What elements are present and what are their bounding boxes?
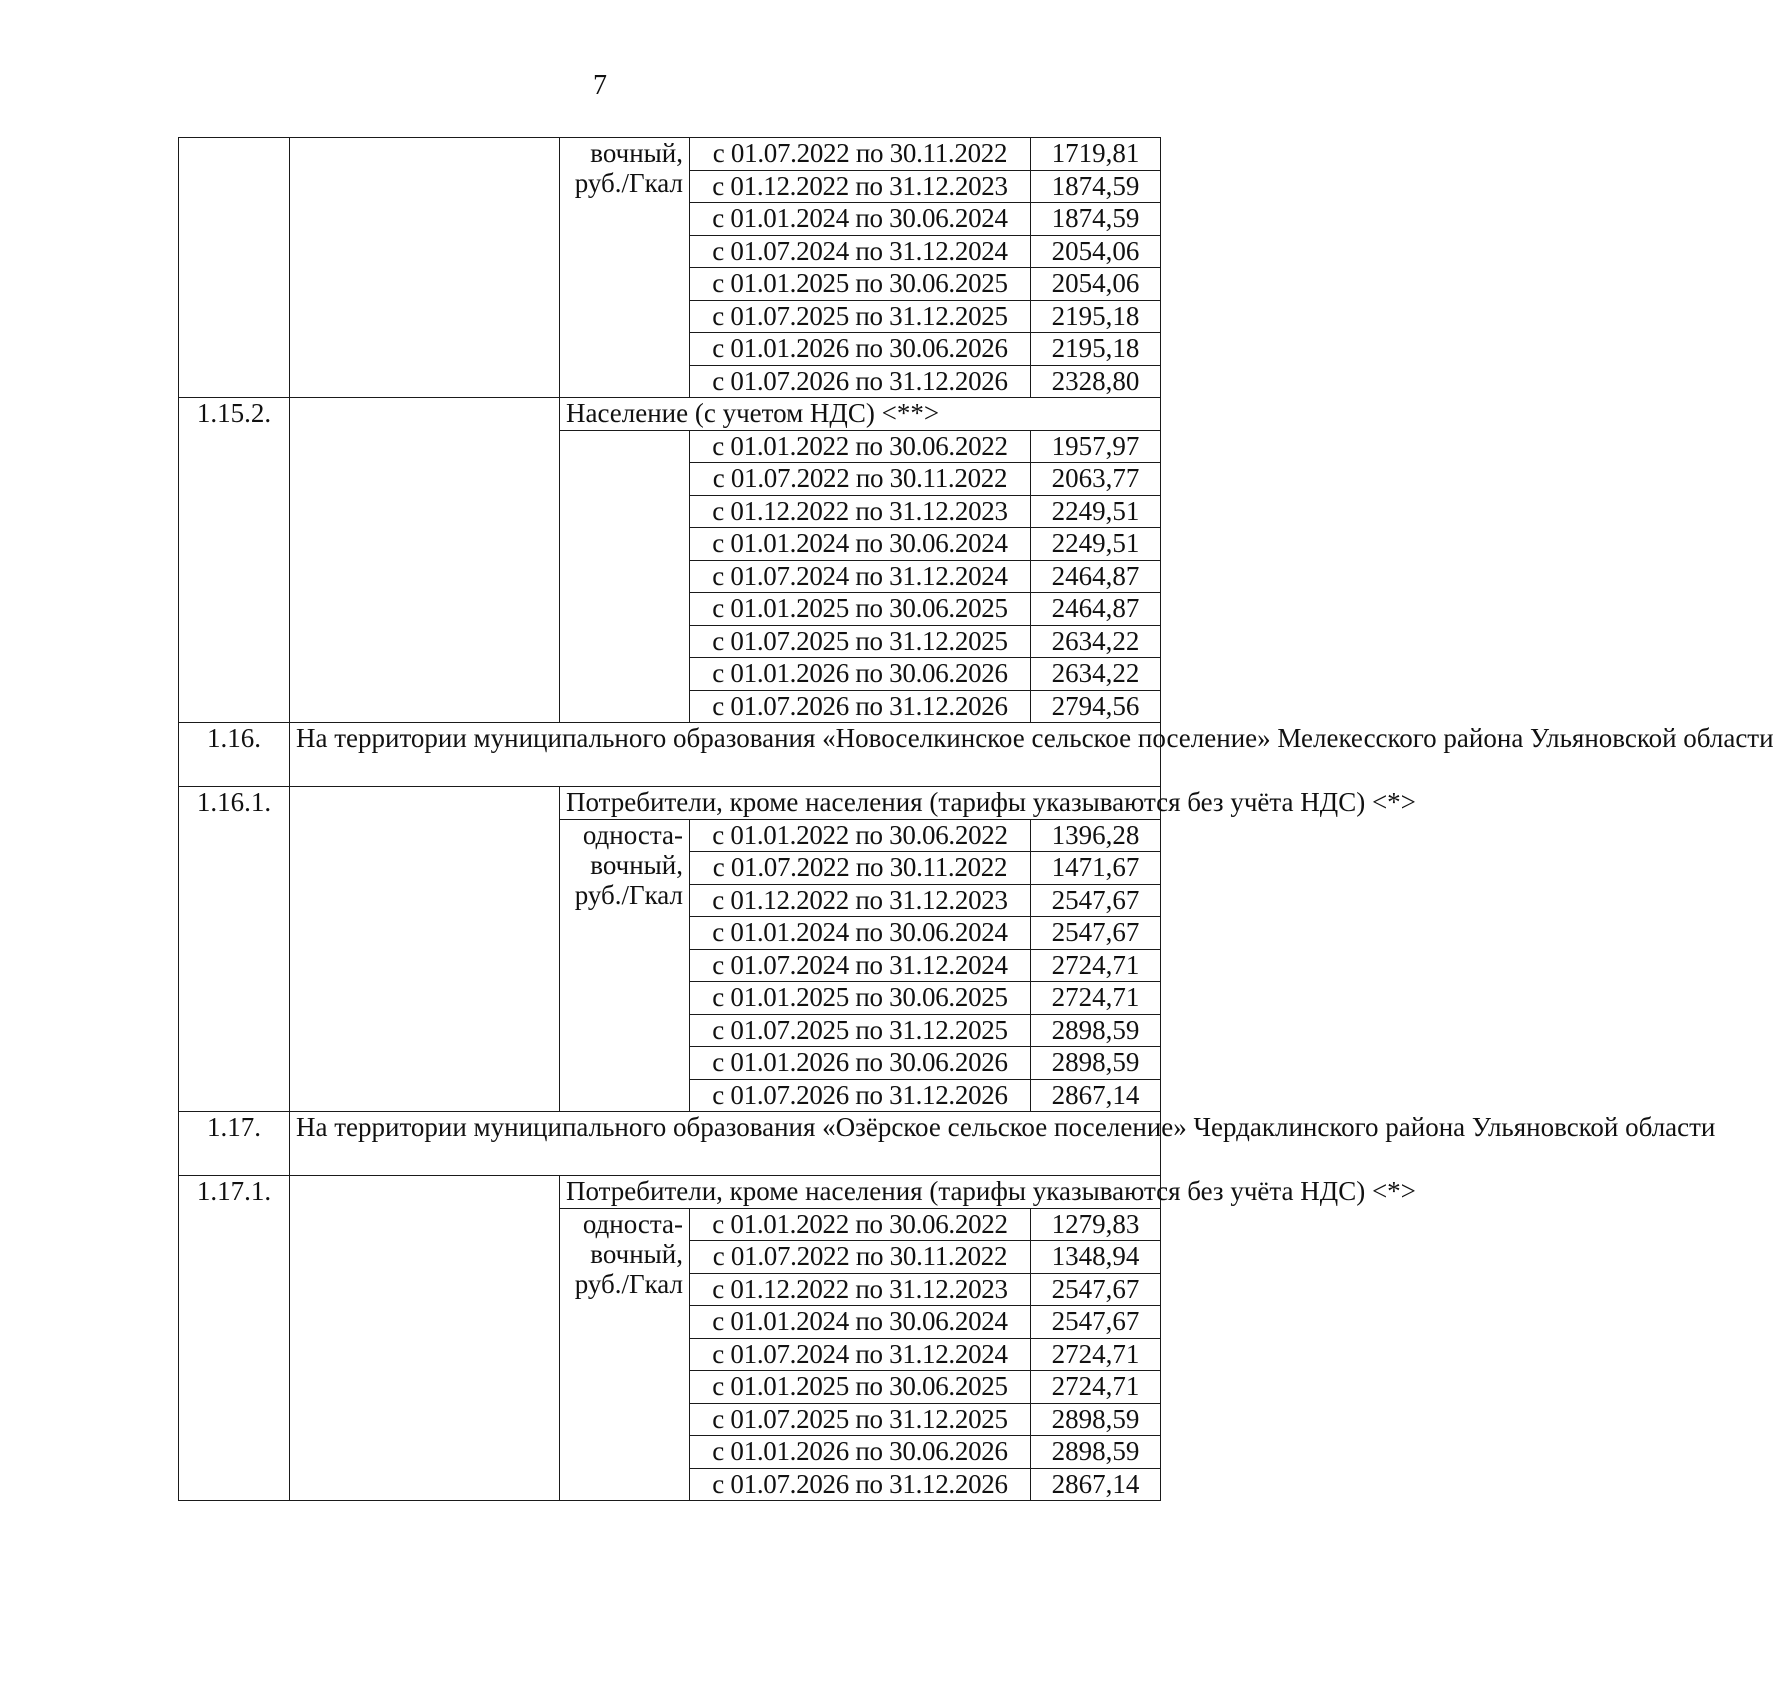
item-number: 1.15.2. bbox=[179, 398, 290, 723]
tariff-period: с 01.01.2026 по 30.06.2026 bbox=[690, 658, 1031, 691]
unit-line: односта- bbox=[582, 819, 683, 850]
tariff-price: 2547,67 bbox=[1031, 1273, 1161, 1306]
unit-cell bbox=[560, 1208, 690, 1501]
tariff-period: с 01.01.2024 по 30.06.2024 bbox=[690, 917, 1031, 950]
tariff-price: 2063,77 bbox=[1031, 463, 1161, 496]
tariff-price: 1396,28 bbox=[1031, 819, 1161, 852]
consumer-group: Население (с учетом НДС) <**> bbox=[560, 398, 1161, 431]
tariff-price: 2634,22 bbox=[1031, 658, 1161, 691]
tariff-price: 2898,59 bbox=[1031, 1436, 1161, 1469]
tariff-period: с 01.01.2024 по 30.06.2024 bbox=[690, 528, 1031, 561]
unit-line: вочный, bbox=[590, 849, 683, 880]
unit-line: руб./Гкал bbox=[574, 168, 683, 198]
tariff-table bbox=[178, 137, 1774, 1501]
tariff-price: 2724,71 bbox=[1031, 982, 1161, 1015]
tariff-period: с 01.01.2026 по 30.06.2026 bbox=[690, 333, 1031, 366]
tariff-period: с 01.12.2022 по 31.12.2023 bbox=[690, 495, 1031, 528]
section-heading: На территории муниципального образования «Озёрское сельское поселение» Чердаклинского района Ульяновской области bbox=[290, 1112, 1161, 1176]
unit-cell bbox=[560, 819, 690, 1112]
item-number: 1.17.1. bbox=[179, 1176, 290, 1501]
tariff-price: 1874,59 bbox=[1031, 170, 1161, 203]
section-number: 1.17. bbox=[179, 1112, 290, 1176]
tariff-period: с 01.07.2025 по 31.12.2025 bbox=[690, 1403, 1031, 1436]
tariff-period: с 01.01.2022 по 30.06.2022 bbox=[690, 819, 1031, 852]
table-row bbox=[179, 138, 1161, 171]
tariff-period: с 01.01.2022 по 30.06.2022 bbox=[690, 1208, 1031, 1241]
page-number: 7 bbox=[593, 70, 607, 101]
section-row bbox=[179, 1112, 1161, 1176]
table-row bbox=[179, 398, 1161, 431]
unit-line: вочный, bbox=[590, 1238, 683, 1269]
tariff-price: 2898,59 bbox=[1031, 1014, 1161, 1047]
table-row bbox=[179, 787, 1161, 820]
tariff-period: с 01.01.2024 по 30.06.2024 bbox=[690, 203, 1031, 236]
tariff-price: 2195,18 bbox=[1031, 333, 1161, 366]
tariff-price: 2794,56 bbox=[1031, 690, 1161, 723]
tariff-period: с 01.01.2026 по 30.06.2026 bbox=[690, 1436, 1031, 1469]
empty-cell bbox=[290, 398, 560, 723]
section-heading: На территории муниципального образования «Новоселкинское сельское поселение» Мелекесского района Ульяновской области bbox=[290, 723, 1161, 787]
tariff-price: 1957,97 bbox=[1031, 430, 1161, 463]
tariff-period: с 01.07.2026 по 31.12.2026 bbox=[690, 365, 1031, 398]
tariff-price: 2195,18 bbox=[1031, 300, 1161, 333]
tariff-price: 2464,87 bbox=[1031, 560, 1161, 593]
tariff-period: с 01.01.2024 по 30.06.2024 bbox=[690, 1306, 1031, 1339]
tariff-period: с 01.07.2026 по 31.12.2026 bbox=[690, 690, 1031, 723]
tariff-period: с 01.01.2025 по 30.06.2025 bbox=[690, 593, 1031, 626]
tariff-period: с 01.07.2026 по 31.12.2026 bbox=[690, 1079, 1031, 1112]
tariff-price: 1348,94 bbox=[1031, 1241, 1161, 1274]
consumer-group: Потребители, кроме населения (тарифы указываются без учёта НДС) <*> bbox=[560, 1176, 1161, 1209]
tariff-price: 2898,59 bbox=[1031, 1403, 1161, 1436]
tariff-price: 2249,51 bbox=[1031, 528, 1161, 561]
section-row bbox=[179, 723, 1161, 787]
empty-cell bbox=[290, 138, 560, 398]
tariff-price: 1471,67 bbox=[1031, 852, 1161, 885]
unit-line: руб./Гкал bbox=[574, 1268, 683, 1299]
tariff-period: с 01.01.2025 по 30.06.2025 bbox=[690, 982, 1031, 1015]
tariff-period: с 01.07.2022 по 30.11.2022 bbox=[690, 463, 1031, 496]
unit-line: односта- bbox=[582, 1208, 683, 1239]
tariff-price: 2054,06 bbox=[1031, 268, 1161, 301]
table-row bbox=[179, 1176, 1161, 1209]
tariff-price: 2054,06 bbox=[1031, 235, 1161, 268]
tariff-price: 2547,67 bbox=[1031, 917, 1161, 950]
tariff-period: с 01.07.2022 по 30.11.2022 bbox=[690, 1241, 1031, 1274]
item-number: 1.16.1. bbox=[179, 787, 290, 1112]
item-number-cell bbox=[179, 138, 290, 398]
section-number: 1.16. bbox=[179, 723, 290, 787]
tariff-table-body bbox=[179, 138, 1774, 1501]
tariff-price: 2867,14 bbox=[1031, 1468, 1161, 1501]
tariff-period: с 01.12.2022 по 31.12.2023 bbox=[690, 170, 1031, 203]
tariff-period: с 01.01.2026 по 30.06.2026 bbox=[690, 1047, 1031, 1080]
tariff-price: 1279,83 bbox=[1031, 1208, 1161, 1241]
tariff-period: с 01.07.2022 по 30.11.2022 bbox=[690, 852, 1031, 885]
unit-line: руб./Гкал bbox=[574, 879, 683, 910]
tariff-period: с 01.01.2025 по 30.06.2025 bbox=[690, 1371, 1031, 1404]
tariff-price: 2328,80 bbox=[1031, 365, 1161, 398]
tariff-price: 2547,67 bbox=[1031, 1306, 1161, 1339]
unit-line: вочный, bbox=[590, 138, 683, 168]
tariff-period: с 01.12.2022 по 31.12.2023 bbox=[690, 1273, 1031, 1306]
tariff-period: с 01.07.2024 по 31.12.2024 bbox=[690, 949, 1031, 982]
unit-cell bbox=[560, 138, 690, 398]
tariff-period: с 01.01.2022 по 30.06.2022 bbox=[690, 430, 1031, 463]
tariff-price: 1719,81 bbox=[1031, 138, 1161, 171]
tariff-price: 1874,59 bbox=[1031, 203, 1161, 236]
tariff-price: 2867,14 bbox=[1031, 1079, 1161, 1112]
tariff-period: с 01.07.2025 по 31.12.2025 bbox=[690, 1014, 1031, 1047]
tariff-price: 2724,71 bbox=[1031, 1338, 1161, 1371]
consumer-group: Потребители, кроме населения (тарифы указываются без учёта НДС) <*> bbox=[560, 787, 1161, 820]
tariff-period: с 01.07.2024 по 31.12.2024 bbox=[690, 1338, 1031, 1371]
tariff-period: с 01.07.2025 по 31.12.2025 bbox=[690, 625, 1031, 658]
tariff-period: с 01.07.2025 по 31.12.2025 bbox=[690, 300, 1031, 333]
empty-cell bbox=[290, 1176, 560, 1501]
tariff-price: 2634,22 bbox=[1031, 625, 1161, 658]
tariff-price: 2464,87 bbox=[1031, 593, 1161, 626]
tariff-period: с 01.01.2025 по 30.06.2025 bbox=[690, 268, 1031, 301]
unit-cell bbox=[560, 430, 690, 723]
tariff-price: 2249,51 bbox=[1031, 495, 1161, 528]
tariff-price: 2724,71 bbox=[1031, 1371, 1161, 1404]
tariff-period: с 01.07.2024 по 31.12.2024 bbox=[690, 235, 1031, 268]
tariff-period: с 01.07.2022 по 30.11.2022 bbox=[690, 138, 1031, 171]
tariff-period: с 01.12.2022 по 31.12.2023 bbox=[690, 884, 1031, 917]
empty-cell bbox=[290, 787, 560, 1112]
tariff-period: с 01.07.2026 по 31.12.2026 bbox=[690, 1468, 1031, 1501]
tariff-price: 2724,71 bbox=[1031, 949, 1161, 982]
tariff-price: 2898,59 bbox=[1031, 1047, 1161, 1080]
tariff-period: с 01.07.2024 по 31.12.2024 bbox=[690, 560, 1031, 593]
tariff-price: 2547,67 bbox=[1031, 884, 1161, 917]
